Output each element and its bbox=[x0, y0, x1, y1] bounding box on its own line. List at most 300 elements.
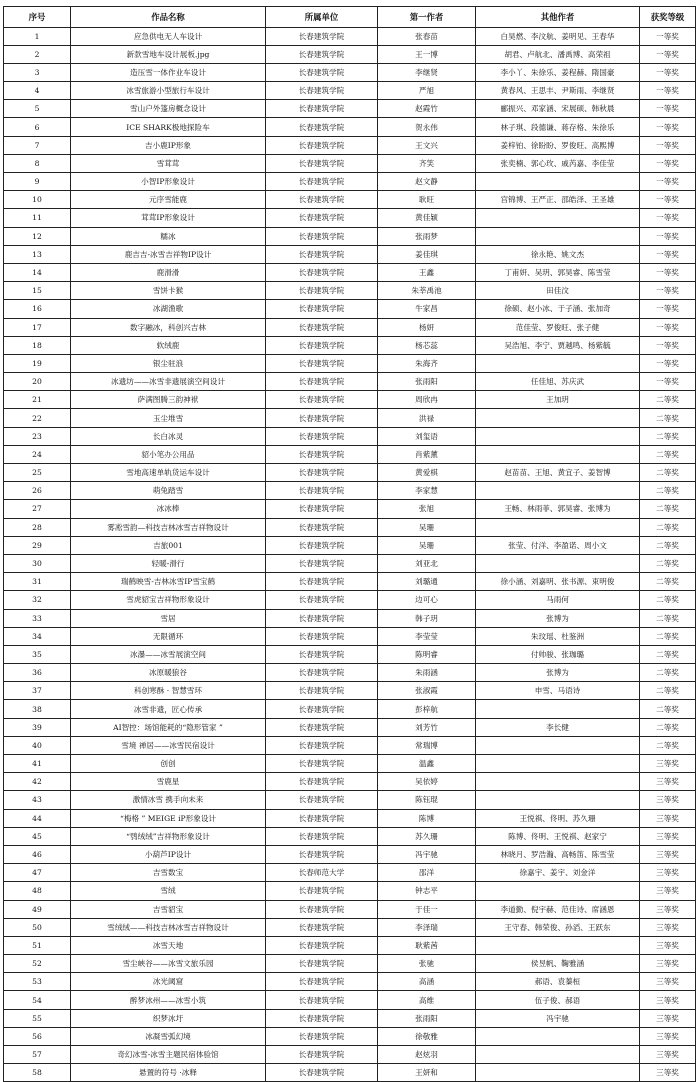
work-title-cell: “梅格 ” MEIGE iP形象设计 bbox=[71, 809, 266, 827]
affiliation-cell: 长春建筑学院 bbox=[266, 882, 378, 900]
work-title-cell: 吉小鹿IP形象 bbox=[71, 136, 266, 154]
work-title-cell: 雾凇雪韵—科技吉林冰雪吉祥物设计 bbox=[71, 518, 266, 536]
other-authors-cell: 田佳汶 bbox=[476, 282, 640, 300]
award-level-cell: 三等奖 bbox=[640, 1009, 696, 1027]
affiliation-cell: 长春建筑学院 bbox=[266, 500, 378, 518]
table-row bbox=[4, 900, 696, 918]
table-row bbox=[4, 27, 696, 45]
serial-cell: 1 bbox=[4, 27, 71, 45]
first-author-cell: 钟志平 bbox=[378, 882, 476, 900]
table-row bbox=[4, 609, 696, 627]
work-title-cell: 冰原暖狼谷 bbox=[71, 664, 266, 682]
first-author-cell: 黄爱棋 bbox=[378, 464, 476, 482]
table-row bbox=[4, 645, 696, 663]
work-title-cell: ICE SHARK极地探险车 bbox=[71, 118, 266, 136]
award-level-cell: 二等奖 bbox=[640, 664, 696, 682]
table-row bbox=[4, 700, 696, 718]
table-row bbox=[4, 300, 696, 318]
serial-cell: 24 bbox=[4, 445, 71, 463]
serial-cell: 29 bbox=[4, 536, 71, 554]
other-authors-cell: 郦振兴、邓家涵、宋展硕、韩秋晨 bbox=[476, 100, 640, 118]
other-authors-cell bbox=[476, 427, 640, 445]
work-title-cell: 无限循环 bbox=[71, 627, 266, 645]
serial-cell: 5 bbox=[4, 100, 71, 118]
table-row bbox=[4, 154, 696, 172]
serial-cell: 19 bbox=[4, 354, 71, 372]
table-row bbox=[4, 682, 696, 700]
affiliation-cell: 长春建筑学院 bbox=[266, 282, 378, 300]
other-authors-cell: 白昊燃、李汶航、姜明见、王春华 bbox=[476, 27, 640, 45]
affiliation-cell: 长春建筑学院 bbox=[266, 391, 378, 409]
table-row bbox=[4, 627, 696, 645]
affiliation-cell: 长春建筑学院 bbox=[266, 227, 378, 245]
affiliation-cell: 长春建筑学院 bbox=[266, 845, 378, 863]
serial-cell: 49 bbox=[4, 900, 71, 918]
affiliation-cell: 长春建筑学院 bbox=[266, 445, 378, 463]
affiliation-cell: 长春建筑学院 bbox=[266, 664, 378, 682]
work-title-cell: 雪尘峡谷——冰雪文旅乐园 bbox=[71, 955, 266, 973]
other-authors-cell bbox=[476, 554, 640, 572]
award-level-cell: 一等奖 bbox=[640, 118, 696, 136]
table-row bbox=[4, 373, 696, 391]
first-author-cell: 高维 bbox=[378, 991, 476, 1009]
award-level-cell: 二等奖 bbox=[640, 736, 696, 754]
other-authors-cell: 张莹、付洋、李盈诺、周小文 bbox=[476, 536, 640, 554]
table-row bbox=[4, 1046, 696, 1064]
award-level-cell: 一等奖 bbox=[640, 263, 696, 281]
affiliation-cell: 长春建筑学院 bbox=[266, 209, 378, 227]
other-authors-cell bbox=[476, 936, 640, 954]
award-level-cell: 三等奖 bbox=[640, 973, 696, 991]
first-author-cell: 牛家昌 bbox=[378, 300, 476, 318]
work-title-cell: 软绒鹿 bbox=[71, 336, 266, 354]
table-row bbox=[4, 173, 696, 191]
work-title-cell: 创创 bbox=[71, 755, 266, 773]
award-level-cell: 二等奖 bbox=[640, 464, 696, 482]
award-level-cell: 一等奖 bbox=[640, 136, 696, 154]
award-level-cell: 一等奖 bbox=[640, 318, 696, 336]
work-title-cell: 雪境 禅居——冰雪民宿设计 bbox=[71, 736, 266, 754]
serial-cell: 50 bbox=[4, 918, 71, 936]
table-row bbox=[4, 718, 696, 736]
table-row bbox=[4, 318, 696, 336]
award-level-cell: 一等奖 bbox=[640, 336, 696, 354]
other-authors-cell: 赵苗苗、王旭、黄宜子、姜智博 bbox=[476, 464, 640, 482]
affiliation-cell: 长春建筑学院 bbox=[266, 427, 378, 445]
award-level-cell: 一等奖 bbox=[640, 173, 696, 191]
table-row bbox=[4, 536, 696, 554]
work-title-cell: 鹿滑滑 bbox=[71, 263, 266, 281]
other-authors-cell: 徐永艳、姚文杰 bbox=[476, 245, 640, 263]
first-author-cell: 陈博 bbox=[378, 809, 476, 827]
work-title-cell: 冰冰棒 bbox=[71, 500, 266, 518]
serial-cell: 14 bbox=[4, 263, 71, 281]
award-level-cell: 三等奖 bbox=[640, 991, 696, 1009]
work-title-cell: 科创寒酥 · 智慧雪环 bbox=[71, 682, 266, 700]
work-title-cell: AI智控：场馆能耗的“隐形管家 ” bbox=[71, 718, 266, 736]
affiliation-cell: 长春建筑学院 bbox=[266, 591, 378, 609]
other-authors-cell: 伍子俊、郝语 bbox=[476, 991, 640, 1009]
first-author-cell: 李继贤 bbox=[378, 63, 476, 81]
first-author-cell: 常瑞博 bbox=[378, 736, 476, 754]
award-level-cell: 二等奖 bbox=[640, 554, 696, 572]
first-author-cell: 杨妍 bbox=[378, 318, 476, 336]
header-first-author: 第一作者 bbox=[378, 7, 476, 28]
header-row bbox=[4, 7, 696, 28]
affiliation-cell: 长春建筑学院 bbox=[266, 773, 378, 791]
award-level-cell: 二等奖 bbox=[640, 682, 696, 700]
other-authors-cell: 李道勤、倪宇赫、范佳诗、席涵恩 bbox=[476, 900, 640, 918]
affiliation-cell: 长春建筑学院 bbox=[266, 991, 378, 1009]
serial-cell: 54 bbox=[4, 991, 71, 1009]
first-author-cell: 张雨阳 bbox=[378, 373, 476, 391]
table-row bbox=[4, 827, 696, 845]
table-row bbox=[4, 482, 696, 500]
serial-cell: 39 bbox=[4, 718, 71, 736]
serial-cell: 9 bbox=[4, 173, 71, 191]
table-row bbox=[4, 209, 696, 227]
serial-cell: 3 bbox=[4, 63, 71, 81]
first-author-cell: 刘玺语 bbox=[378, 427, 476, 445]
first-author-cell: 耿旺 bbox=[378, 191, 476, 209]
serial-cell: 7 bbox=[4, 136, 71, 154]
table-row bbox=[4, 245, 696, 263]
work-title-cell: 元序雪能鹿 bbox=[71, 191, 266, 209]
table-row bbox=[4, 500, 696, 518]
work-title-cell: 雪鹿星 bbox=[71, 773, 266, 791]
other-authors-cell: 冯宇驰 bbox=[476, 1009, 640, 1027]
table-row bbox=[4, 882, 696, 900]
table-body bbox=[4, 27, 696, 1082]
first-author-cell: 温鑫 bbox=[378, 755, 476, 773]
first-author-cell: 耿紫茜 bbox=[378, 936, 476, 954]
award-level-cell: 三等奖 bbox=[640, 809, 696, 827]
affiliation-cell: 长春建筑学院 bbox=[266, 682, 378, 700]
first-author-cell: 于佳一 bbox=[378, 900, 476, 918]
first-author-cell: 张雨阳 bbox=[378, 1009, 476, 1027]
award-level-cell: 二等奖 bbox=[640, 700, 696, 718]
work-title-cell: 醉梦冰州——冰雪小筑 bbox=[71, 991, 266, 1009]
award-level-cell: 二等奖 bbox=[640, 391, 696, 409]
other-authors-cell: 王守春、韩荣俊、孙滔、王跃东 bbox=[476, 918, 640, 936]
award-level-cell: 一等奖 bbox=[640, 227, 696, 245]
first-author-cell: 张春苗 bbox=[378, 27, 476, 45]
other-authors-cell: 王畅、林雨菲、郭昊睿、张博为 bbox=[476, 500, 640, 518]
award-level-cell: 二等奖 bbox=[640, 591, 696, 609]
serial-cell: 45 bbox=[4, 827, 71, 845]
award-level-cell: 二等奖 bbox=[640, 645, 696, 663]
first-author-cell: 张驰 bbox=[378, 955, 476, 973]
table-row bbox=[4, 791, 696, 809]
work-title-cell: 悬置的符号 ·冰释 bbox=[71, 1064, 266, 1082]
serial-cell: 23 bbox=[4, 427, 71, 445]
first-author-cell: 王妍和 bbox=[378, 1064, 476, 1082]
serial-cell: 13 bbox=[4, 245, 71, 263]
serial-cell: 35 bbox=[4, 645, 71, 663]
other-authors-cell: 林子琪、段德谦、蒋存格、朱徐乐 bbox=[476, 118, 640, 136]
other-authors-cell bbox=[476, 518, 640, 536]
affiliation-cell: 长春建筑学院 bbox=[266, 373, 378, 391]
serial-cell: 44 bbox=[4, 809, 71, 827]
other-authors-cell: 李小丫、朱徐乐、姜程赫、隋国豪 bbox=[476, 63, 640, 81]
affiliation-cell: 长春建筑学院 bbox=[266, 700, 378, 718]
other-authors-cell: 张奕楠、郭心玫、戚芮嘉、李佳莹 bbox=[476, 154, 640, 172]
table-row bbox=[4, 336, 696, 354]
award-level-cell: 三等奖 bbox=[640, 864, 696, 882]
serial-cell: 46 bbox=[4, 845, 71, 863]
affiliation-cell: 长春建筑学院 bbox=[266, 173, 378, 191]
affiliation-cell: 长春建筑学院 bbox=[266, 645, 378, 663]
first-author-cell: 齐笑 bbox=[378, 154, 476, 172]
other-authors-cell: 李长健 bbox=[476, 718, 640, 736]
award-level-cell: 一等奖 bbox=[640, 245, 696, 263]
affiliation-cell: 长春建筑学院 bbox=[266, 1027, 378, 1045]
table-row bbox=[4, 973, 696, 991]
other-authors-cell: 吴浩旭、李宁、贾越鸣、杨紫毓 bbox=[476, 336, 640, 354]
first-author-cell: 高涵 bbox=[378, 973, 476, 991]
award-level-cell: 二等奖 bbox=[640, 409, 696, 427]
work-title-cell: 糯冰 bbox=[71, 227, 266, 245]
other-authors-cell: 付帅骏、张珈璐 bbox=[476, 645, 640, 663]
table-row bbox=[4, 773, 696, 791]
table-row bbox=[4, 664, 696, 682]
other-authors-cell bbox=[476, 227, 640, 245]
first-author-cell: 李泽瑞 bbox=[378, 918, 476, 936]
award-level-cell: 一等奖 bbox=[640, 191, 696, 209]
other-authors-cell bbox=[476, 1046, 640, 1064]
first-author-cell: 韩子玥 bbox=[378, 609, 476, 627]
serial-cell: 4 bbox=[4, 82, 71, 100]
other-authors-cell: 陈博、佟明、王悦祺、赵家宁 bbox=[476, 827, 640, 845]
affiliation-cell: 长春建筑学院 bbox=[266, 245, 378, 263]
affiliation-cell: 长春建筑学院 bbox=[266, 809, 378, 827]
work-title-cell: “鸮绒绒”吉祥物形象设计 bbox=[71, 827, 266, 845]
serial-cell: 55 bbox=[4, 1009, 71, 1027]
table-row bbox=[4, 809, 696, 827]
serial-cell: 33 bbox=[4, 609, 71, 627]
affiliation-cell: 长春建筑学院 bbox=[266, 736, 378, 754]
other-authors-cell: 徐小涵、刘嘉明、张书源、束明俊 bbox=[476, 573, 640, 591]
affiliation-cell: 长春建筑学院 bbox=[266, 518, 378, 536]
award-level-cell: 三等奖 bbox=[640, 1027, 696, 1045]
serial-cell: 15 bbox=[4, 282, 71, 300]
first-author-cell: 李莹莹 bbox=[378, 627, 476, 645]
other-authors-cell: 张博为 bbox=[476, 664, 640, 682]
table-row bbox=[4, 573, 696, 591]
other-authors-cell bbox=[476, 1027, 640, 1045]
affiliation-cell: 长春建筑学院 bbox=[266, 318, 378, 336]
award-level-cell: 一等奖 bbox=[640, 63, 696, 81]
first-author-cell: 陈钰琨 bbox=[378, 791, 476, 809]
work-title-cell: 小葫芦IP设计 bbox=[71, 845, 266, 863]
first-author-cell: 贺永伟 bbox=[378, 118, 476, 136]
award-level-cell: 三等奖 bbox=[640, 882, 696, 900]
first-author-cell: 张雨梦 bbox=[378, 227, 476, 245]
award-level-cell: 三等奖 bbox=[640, 845, 696, 863]
work-title-cell: 小智IP形象设计 bbox=[71, 173, 266, 191]
affiliation-cell: 长春建筑学院 bbox=[266, 718, 378, 736]
work-title-cell: 吉雪貂宝 bbox=[71, 900, 266, 918]
serial-cell: 25 bbox=[4, 464, 71, 482]
affiliation-cell: 长春建筑学院 bbox=[266, 627, 378, 645]
work-title-cell: 冰雪旅游小型旅行车设计 bbox=[71, 82, 266, 100]
table-row bbox=[4, 845, 696, 863]
affiliation-cell: 长春建筑学院 bbox=[266, 354, 378, 372]
award-level-cell: 二等奖 bbox=[640, 627, 696, 645]
affiliation-cell: 长春建筑学院 bbox=[266, 918, 378, 936]
first-author-cell: 朱莘禹池 bbox=[378, 282, 476, 300]
table-row bbox=[4, 118, 696, 136]
other-authors-cell bbox=[476, 755, 640, 773]
first-author-cell: 赵文静 bbox=[378, 173, 476, 191]
table-row bbox=[4, 1027, 696, 1045]
work-title-cell: 雪居 bbox=[71, 609, 266, 627]
affiliation-cell: 长春建筑学院 bbox=[266, 936, 378, 954]
serial-cell: 58 bbox=[4, 1064, 71, 1082]
work-title-cell: 冰雪非遗，匠心传承 bbox=[71, 700, 266, 718]
other-authors-cell bbox=[476, 173, 640, 191]
serial-cell: 26 bbox=[4, 482, 71, 500]
serial-cell: 32 bbox=[4, 591, 71, 609]
table-row bbox=[4, 354, 696, 372]
affiliation-cell: 长春建筑学院 bbox=[266, 45, 378, 63]
work-title-cell: 萌兔踏雪 bbox=[71, 482, 266, 500]
award-level-cell: 一等奖 bbox=[640, 100, 696, 118]
serial-cell: 18 bbox=[4, 336, 71, 354]
work-title-cell: 长白冰灵 bbox=[71, 427, 266, 445]
serial-cell: 30 bbox=[4, 554, 71, 572]
first-author-cell: 冯宇驰 bbox=[378, 845, 476, 863]
table-row bbox=[4, 554, 696, 572]
serial-cell: 36 bbox=[4, 664, 71, 682]
other-authors-cell: 朱玟瑶、杜鉴洲 bbox=[476, 627, 640, 645]
other-authors-cell: 王悦祺、佟明、苏久珊 bbox=[476, 809, 640, 827]
affiliation-cell: 长春建筑学院 bbox=[266, 82, 378, 100]
award-level-cell: 三等奖 bbox=[640, 791, 696, 809]
affiliation-cell: 长春建筑学院 bbox=[266, 1009, 378, 1027]
serial-cell: 56 bbox=[4, 1027, 71, 1045]
table-row bbox=[4, 936, 696, 954]
serial-cell: 52 bbox=[4, 955, 71, 973]
table-row bbox=[4, 63, 696, 81]
serial-cell: 11 bbox=[4, 209, 71, 227]
first-author-cell: 吴珊 bbox=[378, 518, 476, 536]
header-other-authors: 其他作者 bbox=[476, 7, 640, 28]
serial-cell: 21 bbox=[4, 391, 71, 409]
affiliation-cell: 长春建筑学院 bbox=[266, 482, 378, 500]
award-level-cell: 三等奖 bbox=[640, 827, 696, 845]
affiliation-cell: 长春建筑学院 bbox=[266, 300, 378, 318]
award-level-cell: 三等奖 bbox=[640, 900, 696, 918]
award-level-cell: 二等奖 bbox=[640, 718, 696, 736]
table-row bbox=[4, 227, 696, 245]
other-authors-cell: 郝语、袁蓁桓 bbox=[476, 973, 640, 991]
work-title-cell: 应急供电无人车设计 bbox=[71, 27, 266, 45]
award-level-cell: 一等奖 bbox=[640, 27, 696, 45]
first-author-cell: 黄佳颖 bbox=[378, 209, 476, 227]
work-title-cell: 雪山户外篷房概念设计 bbox=[71, 100, 266, 118]
award-level-cell: 二等奖 bbox=[640, 427, 696, 445]
work-title-cell: 新款雪地车设计展板.jpg bbox=[71, 45, 266, 63]
table-row bbox=[4, 864, 696, 882]
work-title-cell: 吉雪数宝 bbox=[71, 864, 266, 882]
affiliation-cell: 长春建筑学院 bbox=[266, 336, 378, 354]
affiliation-cell: 长春建筑学院 bbox=[266, 63, 378, 81]
affiliation-cell: 长春建筑学院 bbox=[266, 900, 378, 918]
table-row bbox=[4, 136, 696, 154]
serial-cell: 37 bbox=[4, 682, 71, 700]
serial-cell: 57 bbox=[4, 1046, 71, 1064]
header-award-level: 获奖等级 bbox=[640, 7, 696, 28]
work-title-cell: 数字融冰，科创兴吉林 bbox=[71, 318, 266, 336]
affiliation-cell: 长春建筑学院 bbox=[266, 827, 378, 845]
other-authors-cell: 徐嘉宇、姜宇、刘金洋 bbox=[476, 864, 640, 882]
table-row bbox=[4, 591, 696, 609]
work-title-cell: 貂小笔办公用品 bbox=[71, 445, 266, 463]
first-author-cell: 赵霞竹 bbox=[378, 100, 476, 118]
award-level-cell: 一等奖 bbox=[640, 209, 696, 227]
table-row bbox=[4, 391, 696, 409]
award-level-cell: 一等奖 bbox=[640, 45, 696, 63]
affiliation-cell: 长春建筑学院 bbox=[266, 27, 378, 45]
award-level-cell: 二等奖 bbox=[640, 536, 696, 554]
first-author-cell: 邵洋 bbox=[378, 864, 476, 882]
work-title-cell: 织梦冰圩 bbox=[71, 1009, 266, 1027]
other-authors-cell: 范佳莹、罗俊旺、张子健 bbox=[476, 318, 640, 336]
first-author-cell: 姜佳琪 bbox=[378, 245, 476, 263]
other-authors-cell bbox=[476, 773, 640, 791]
affiliation-cell: 长春建筑学院 bbox=[266, 573, 378, 591]
header-work-title: 作品名称 bbox=[71, 7, 266, 28]
other-authors-cell bbox=[476, 736, 640, 754]
award-level-cell: 三等奖 bbox=[640, 773, 696, 791]
other-authors-cell bbox=[476, 791, 640, 809]
table-row bbox=[4, 427, 696, 445]
serial-cell: 2 bbox=[4, 45, 71, 63]
work-title-cell: 奇幻冰雪-冰雪主题民宿体验馆 bbox=[71, 1046, 266, 1064]
serial-cell: 17 bbox=[4, 318, 71, 336]
award-level-cell: 三等奖 bbox=[640, 1064, 696, 1082]
serial-cell: 43 bbox=[4, 791, 71, 809]
work-title-cell: 冰凝雪弧幻境 bbox=[71, 1027, 266, 1045]
serial-cell: 34 bbox=[4, 627, 71, 645]
affiliation-cell: 长春建筑学院 bbox=[266, 1064, 378, 1082]
serial-cell: 47 bbox=[4, 864, 71, 882]
work-title-cell: 冰雪天地 bbox=[71, 936, 266, 954]
table-row bbox=[4, 1009, 696, 1027]
affiliation-cell: 长春建筑学院 bbox=[266, 154, 378, 172]
first-author-cell: 吴依婷 bbox=[378, 773, 476, 791]
affiliation-cell: 长春建筑学院 bbox=[266, 755, 378, 773]
work-title-cell: 茸茸IP形象设计 bbox=[71, 209, 266, 227]
serial-cell: 38 bbox=[4, 700, 71, 718]
header-affiliation: 所属单位 bbox=[266, 7, 378, 28]
affiliation-cell: 长春建筑学院 bbox=[266, 464, 378, 482]
table-row bbox=[4, 955, 696, 973]
affiliation-cell: 长春建筑学院 bbox=[266, 554, 378, 572]
work-title-cell: 雪绒绒——科技吉林冰雪吉祥物设计 bbox=[71, 918, 266, 936]
award-level-cell: 三等奖 bbox=[640, 918, 696, 936]
first-author-cell: 杨芯蕊 bbox=[378, 336, 476, 354]
work-title-cell: 激情冰雪 携手向未来 bbox=[71, 791, 266, 809]
other-authors-cell: 侯昱帆、鞠雅涵 bbox=[476, 955, 640, 973]
table-row bbox=[4, 1064, 696, 1082]
first-author-cell: 刘亚北 bbox=[378, 554, 476, 572]
affiliation-cell: 长春师范大学 bbox=[266, 864, 378, 882]
other-authors-cell: 宫锦博、王严正、邵皓泽、王圣雄 bbox=[476, 191, 640, 209]
other-authors-cell bbox=[476, 354, 640, 372]
other-authors-cell: 徐硕、赵小冰、于子涵、张加奇 bbox=[476, 300, 640, 318]
